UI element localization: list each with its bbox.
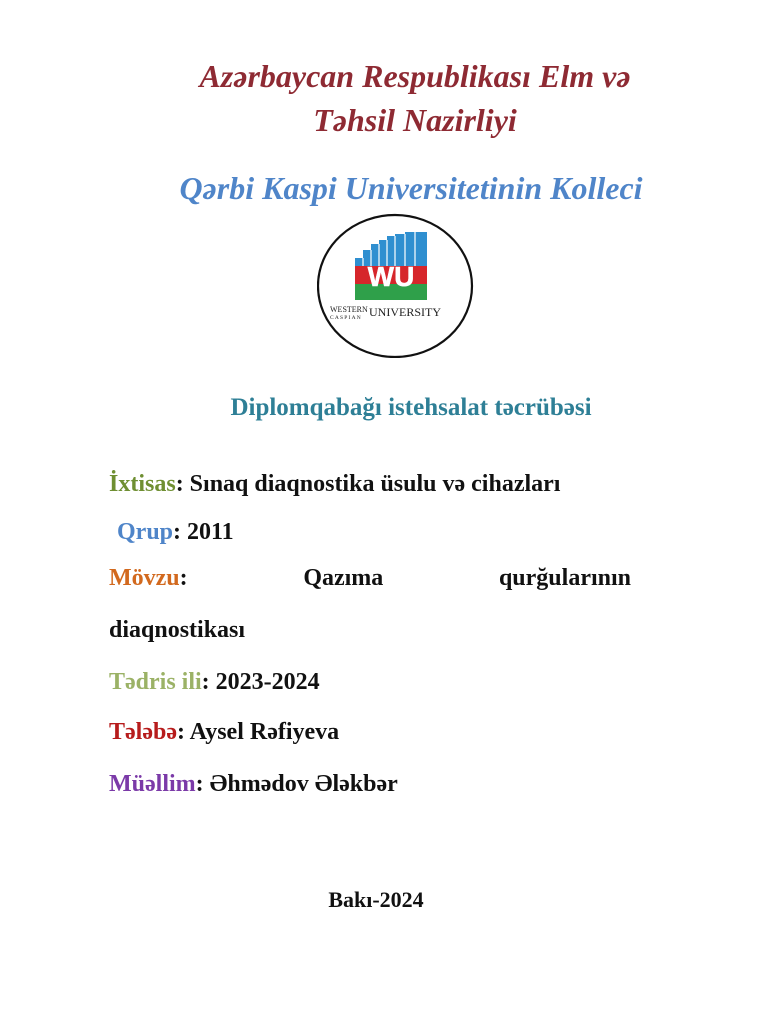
field-telebe-value: : Aysel Rəfiyeva [176,719,340,745]
university-logo-emblem [317,212,475,358]
field-qrup [117,516,677,548]
field-ixtisas [109,468,669,500]
field-ixtisas-value: : Sınaq diaqnostika üsulu və cihazları [175,471,561,497]
field-tedris-ili-label: Tədris ili [109,669,202,695]
ministry-title-line1: Azərbaycan Respublikası Elm və [199,58,631,94]
field-muellim-label: Müəllim [109,771,196,797]
document-subtitle: Diplomqabağı istehsalat təcrübəsi [230,394,592,421]
field-ixtisas-label: İxtisas [109,471,176,497]
field-movzu-sep: : [179,565,188,591]
field-qrup-label: Qrup [117,519,174,545]
university-logo [317,212,475,358]
field-tedris-ili-value: : 2023-2024 [201,669,320,695]
field-movzu-line2: diaqnostikası [109,617,246,643]
field-movzu-word1: Qazıma [303,565,384,591]
field-muellim [109,768,669,800]
logo-monogram: WU [367,261,415,292]
college-title: Qərbi Kaspi Universitetinin Kolleci [179,170,643,206]
field-movzu-label: Mövzu [109,565,180,591]
field-muellim-value: : Əhmədov Ələkbər [195,771,398,797]
logo-word-western: WESTERN [330,305,368,314]
field-telebe-label: Tələbə [109,719,177,745]
field-telebe [109,716,669,748]
field-qrup-value: : 2011 [173,519,234,545]
logo-word-caspian: CASPIAN [330,315,362,321]
field-movzu-word2: qurğularının [498,565,631,591]
field-movzu [109,562,631,594]
ministry-title [0,54,768,142]
ministry-title-line2: Təhsil Nazirliyi [313,102,517,138]
logo-word-university: UNIVERSITY [369,305,441,319]
field-tedris-ili [109,666,669,698]
city-year: Bakı-2024 [328,887,424,912]
